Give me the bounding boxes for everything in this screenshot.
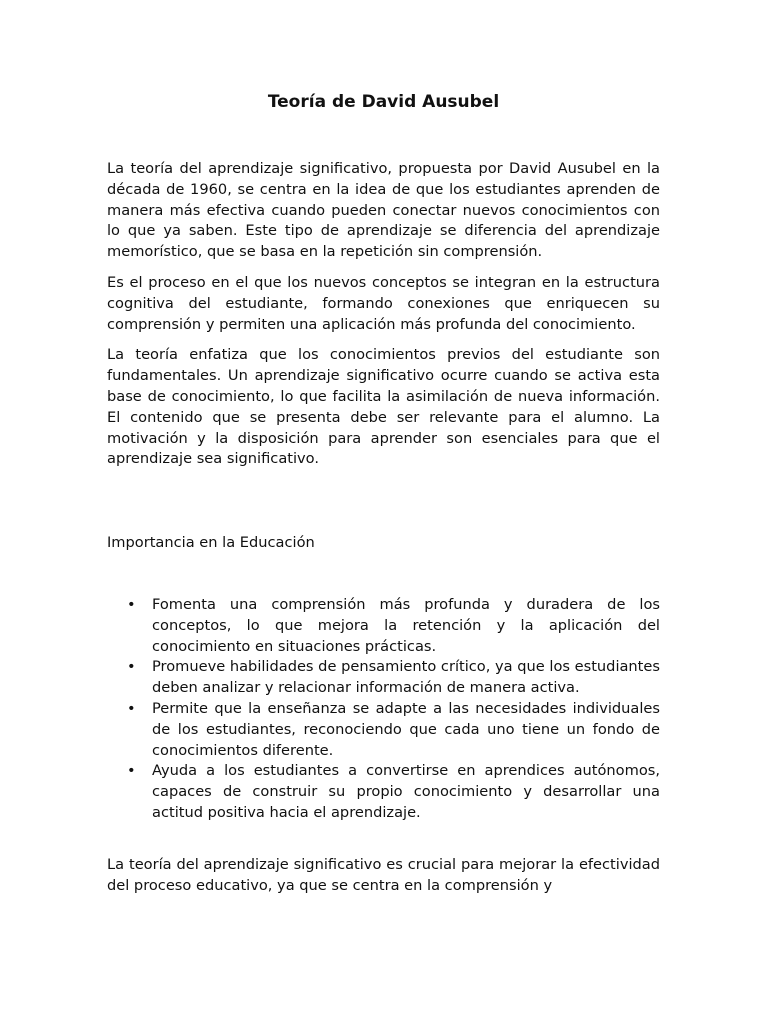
bullet-icon: •	[127, 658, 136, 676]
bullet-list	[107, 595, 660, 824]
list-item	[107, 657, 660, 699]
list-item-text: Permite que la enseñanza se adapte a las necesidades individuales de los estudiantes, reconociendo que cada uno tiene un fondo de conocimientos diferente.	[152, 699, 660, 759]
list-item-text: Promueve habilidades de pensamiento crítico, ya que los estudiantes deben analizar y relacionar información de manera activa.	[152, 658, 660, 697]
section-heading: Importancia en la Educación	[107, 534, 315, 551]
list-item-text: Fomenta una comprensión más profunda y duradera de los conceptos, lo que mejora la retención y la aplicación del conocimiento en situaciones prácticas.	[152, 596, 660, 655]
list-item	[107, 761, 660, 823]
bullet-icon: •	[127, 699, 136, 717]
list-item-text: Ayuda a los estudiantes a convertirse en aprendices autónomos, capaces de construir su propio conocimiento y desarrollar una actitud positiva hacia el aprendizaje.	[152, 762, 660, 821]
document-title: Teoría de David Ausubel	[267, 92, 500, 112]
list-item	[107, 595, 660, 657]
bullet-icon: •	[127, 596, 136, 613]
intro-paragraph-3: La teoría enfatiza que los conocimientos previos del estudiante son fundamentales. Un aprendizaje significativo ocurre cuando se activa esta base de conocimiento, lo que facilita la asimilación de nueva información. El contenido que se presenta debe ser relevante para el alumno. La motivación y la disposición para aprender son esenciales para que el aprendizaje sea significativo.	[107, 346, 660, 468]
list-item	[107, 699, 660, 761]
closing-paragraph: La teoría del aprendizaje significativo es crucial para mejorar la efectividad del proceso educativo, ya que se centra en la comprensión y	[107, 856, 660, 894]
bullet-icon: •	[127, 762, 136, 780]
intro-paragraph-1: La teoría del aprendizaje significativo, propuesta por David Ausubel en la década de 1960, se centra en la idea de que los estudiantes aprenden de manera más efectiva cuando pueden conectar nuevos conocimientos con lo que ya saben. Este tipo de aprendizaje se diferencia del aprendizaje memorístico, que se basa en la repetición sin comprensión.	[107, 160, 660, 261]
intro-paragraph-2: Es el proceso en el que los nuevos conceptos se integran en la estructura cognitiva del estudiante, formando conexiones que enriquecen su comprensión y permiten una aplicación más profunda del conocimiento.	[107, 273, 660, 333]
intro-section	[107, 159, 660, 470]
